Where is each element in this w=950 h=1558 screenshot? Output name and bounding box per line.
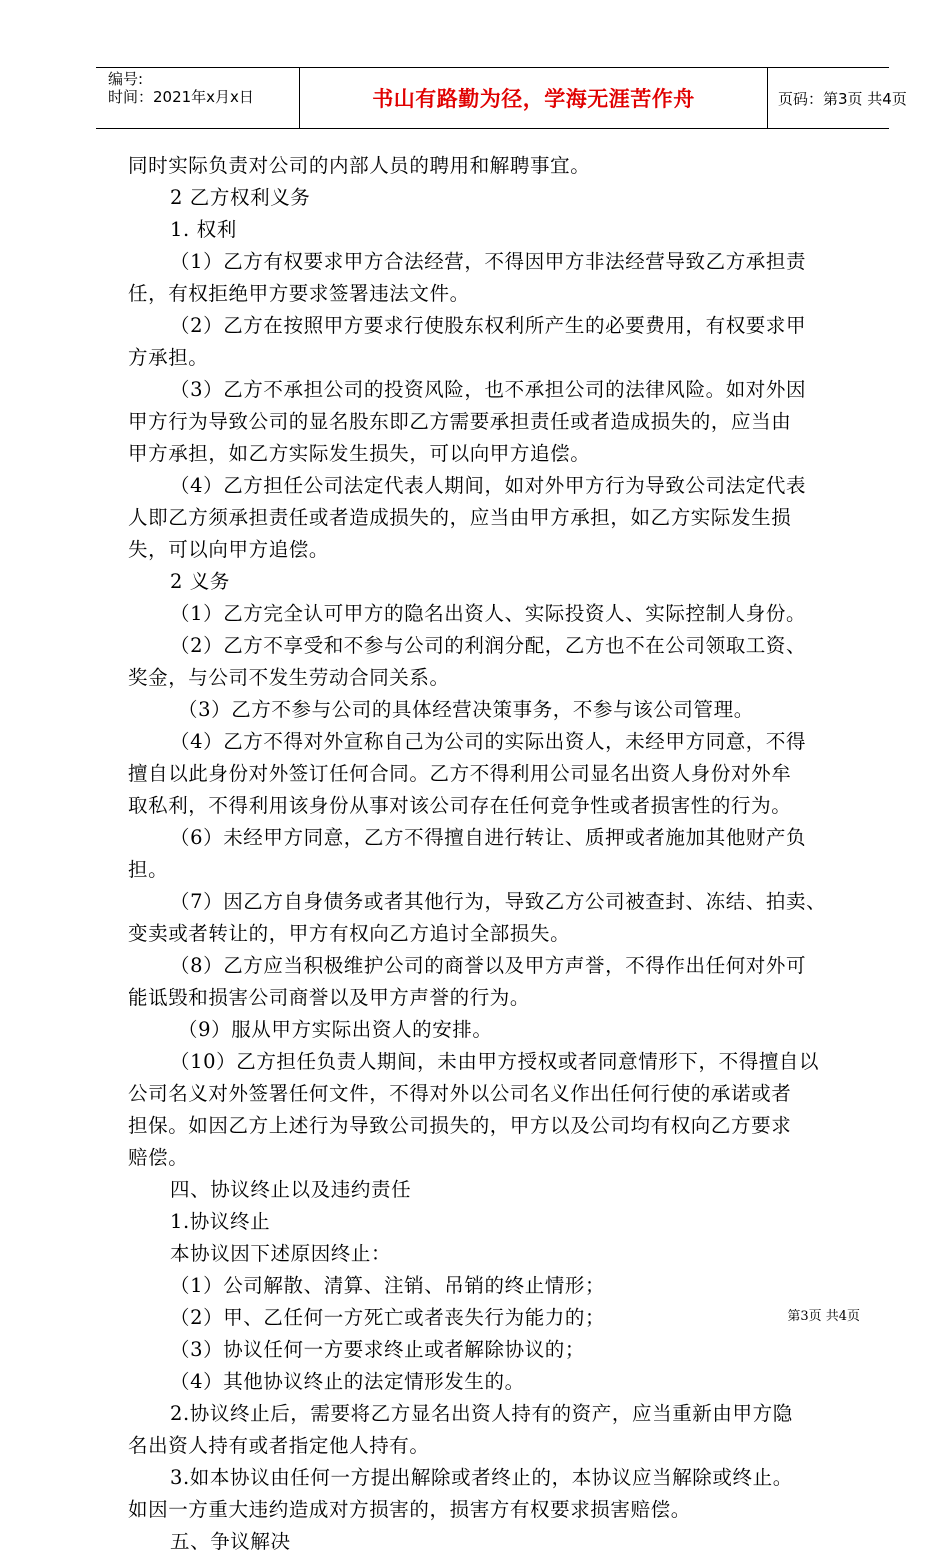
body-text-line: 取私利，不得利用该身份从事对该公司存在任何竞争性或者损害性的行为。 <box>128 794 792 817</box>
body-text-line: 担保。如因乙方上述行为导致公司损失的，甲方以及公司均有权向乙方要求 <box>128 1114 792 1137</box>
body-text-line: 人即乙方须承担责任或者造成损失的，应当由甲方承担，如乙方实际发生损 <box>128 506 792 529</box>
body-text-line: 担。 <box>128 858 169 881</box>
body-text-line: 擅自以此身份对外签订任何合同。乙方不得利用公司显名出资人身份对外牟 <box>128 762 792 785</box>
body-text-line: （3）协议任何一方要求终止或者解除协议的； <box>170 1338 586 1361</box>
body-text-line: 赔偿。 <box>128 1146 189 1169</box>
body-text-line: （2）乙方在按照甲方要求行使股东权利所产生的必要费用，有权要求甲 <box>170 314 807 337</box>
body-text-line: （2）甲、乙任何一方死亡或者丧失行为能力的； <box>170 1306 606 1329</box>
motto-text: 书山有路勤为径，学海无涯苦作舟 <box>372 87 695 111</box>
page-header <box>96 67 907 129</box>
body-text-line: 奖金，与公司不发生劳动合同关系。 <box>128 666 450 689</box>
body-text-line: 变卖或者转让的，甲方有权向乙方追讨全部损失。 <box>128 922 571 945</box>
body-text-line: 甲方承担，如乙方实际发生损失，可以向甲方追偿。 <box>128 442 591 465</box>
body-text-line: 公司名义对外签署任何文件，不得对外以公司名义作出任何行使的承诺或者 <box>128 1082 792 1105</box>
header-meta-cell <box>96 68 299 128</box>
body-text-line: 1. 权利 <box>170 218 237 241</box>
body-text-line: （7）因乙方自身债务或者其他行为，导致乙方公司被查封、冻结、拍卖、 <box>170 890 827 913</box>
body-text-line: （4）乙方不得对外宣称自己为公司的实际出资人，未经甲方同意，不得 <box>170 730 807 753</box>
body-text-line: （9）服从甲方实际出资人的安排。 <box>178 1018 493 1041</box>
body-text-line: 2 义务 <box>170 570 231 593</box>
body-text-line: （1）公司解散、清算、注销、吊销的终止情形； <box>170 1274 606 1297</box>
body-text-line: （3）乙方不承担公司的投资风险，也不承担公司的法律风险。如对外因 <box>170 378 807 401</box>
body-text-line: 名出资人持有或者指定他人持有。 <box>128 1434 430 1457</box>
body-text-line: 五、争议解决 <box>170 1530 291 1553</box>
footer-page-number: 第3页 共4页 <box>787 1309 860 1324</box>
body-text-line: 四、协议终止以及违约责任 <box>170 1178 412 1201</box>
date-label: 时间：2021年x月x日 <box>108 88 254 106</box>
body-text-line: 方承担。 <box>128 346 209 369</box>
header-page-number: 页码：第3页 共4页 <box>778 89 907 108</box>
body-text-line: （2）乙方不享受和不参与公司的利润分配，乙方也不在公司领取工资、 <box>170 634 807 657</box>
body-text-line: 3.如本协议由任何一方提出解除或者终止的，本协议应当解除或终止。 <box>170 1466 793 1489</box>
body-text-line: （3）乙方不参与公司的具体经营决策事务，不参与该公司管理。 <box>178 698 754 721</box>
body-text-line: （4）乙方担任公司法定代表人期间，如对外甲方行为导致公司法定代表 <box>170 474 807 497</box>
body-text-line: 1.协议终止 <box>170 1210 271 1233</box>
body-text-line: 2 乙方权利义务 <box>170 186 311 209</box>
header-page-cell <box>768 68 907 128</box>
body-text-line: 甲方行为导致公司的显名股东即乙方需要承担责任或者造成损失的，应当由 <box>128 410 792 433</box>
body-text-line: 如因一方重大违约造成对方损害的，损害方有权要求损害赔偿。 <box>128 1498 691 1521</box>
body-text-line: （6）未经甲方同意，乙方不得擅自进行转让、质押或者施加其他财产负 <box>170 826 807 849</box>
body-text-line: 失，可以向甲方追偿。 <box>128 538 330 561</box>
body-text-line: 任，有权拒绝甲方要求签署违法文件。 <box>128 282 470 305</box>
body-text-line: 本协议因下述原因终止： <box>170 1242 392 1265</box>
body-text-line: （1）乙方有权要求甲方合法经营，不得因甲方非法经营导致乙方承担责 <box>170 250 807 273</box>
body-text-line: （1）乙方完全认可甲方的隐名出资人、实际投资人、实际控制人身份。 <box>170 602 807 625</box>
header-motto-cell <box>299 68 768 128</box>
body-text-line: 能诋毁和损害公司商誉以及甲方声誉的行为。 <box>128 986 531 1009</box>
body-text-line: 2.协议终止后，需要将乙方显名出资人持有的资产，应当重新由甲方隐 <box>170 1402 793 1425</box>
body-text-line: 同时实际负责对公司的内部人员的聘用和解聘事宜。 <box>128 154 591 177</box>
body-text-line: （4）其他协议终止的法定情形发生的。 <box>170 1370 525 1393</box>
document-body <box>128 150 868 1558</box>
serial-number-label: 编号: <box>108 70 144 88</box>
body-text-line: （8）乙方应当积极维护公司的商誉以及甲方声誉，不得作出任何对外可 <box>170 954 807 977</box>
body-text-line: （10）乙方担任负责人期间，未由甲方授权或者同意情形下，不得擅自以 <box>170 1050 820 1073</box>
